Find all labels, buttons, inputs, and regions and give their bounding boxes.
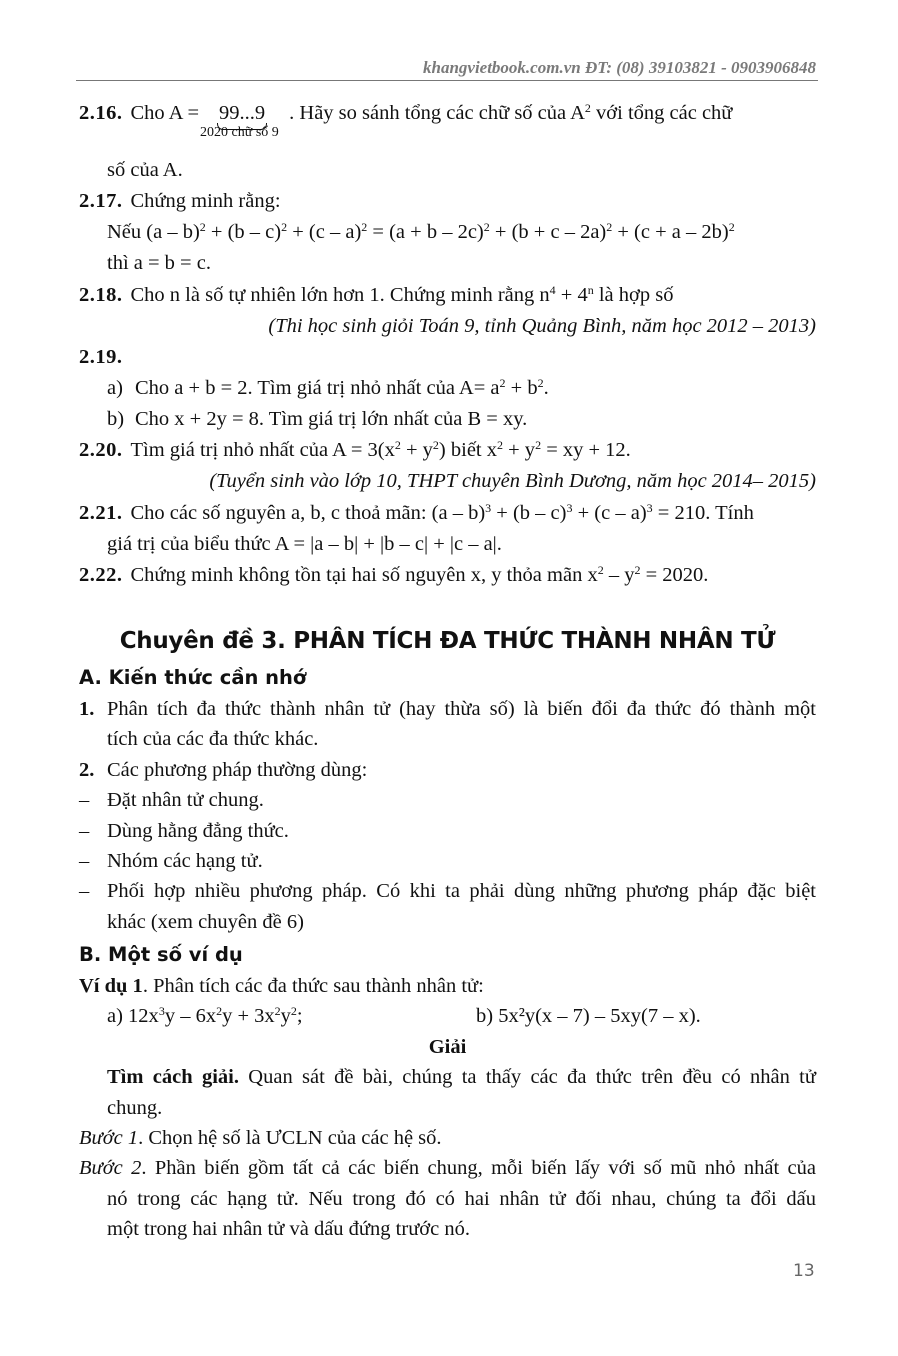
superscript: 2: [483, 220, 490, 235]
text-segment: nó trong các hạng tử. Nếu trong đó có hai nhân tử đối nhau, chúng ta đổi dấu: [107, 1187, 816, 1210]
text-line: [79, 724, 816, 754]
text-line: [79, 155, 816, 186]
text-line: [79, 529, 816, 560]
text-segment: (Thi học sinh giỏi Toán 9, tỉnh Quảng Bình, năm học 2012 – 2013): [268, 314, 816, 337]
text-line: [79, 816, 816, 846]
text-segment: Phối hợp nhiều phương pháp. Có khi ta phải dùng những phương pháp đặc biệt: [107, 880, 816, 903]
text-line: [79, 280, 816, 311]
superscript: 2: [728, 220, 735, 235]
text-segment: tích của các đa thức khác.: [107, 728, 319, 751]
text-segment: Cho a + b = 2. Tìm giá trị nhỏ nhất của A= a: [135, 376, 500, 399]
superscript: 2: [394, 438, 401, 453]
section-heading: [79, 938, 816, 971]
italic-label: Bước 2: [79, 1157, 142, 1180]
text-line: [79, 694, 816, 724]
text-segment: số của A.: [107, 159, 183, 181]
problem-number: 2.19.: [79, 345, 123, 368]
text-segment: A. Kiến thức cần nhớ: [79, 665, 307, 689]
text-line: [79, 876, 816, 906]
bold-text: Giải: [428, 1035, 467, 1058]
superscript: 2: [584, 101, 591, 115]
text-segment: + (b + c – 2a): [489, 221, 607, 244]
text-segment: = xy + 12.: [541, 439, 631, 462]
item-number: 2.: [79, 758, 95, 781]
text-segment: . Phân tích các đa thức sau thành nhân tử:: [142, 975, 484, 998]
page-header: khangvietbook.com.vn ĐT: (08) 39103821 - 0903906848: [422, 58, 816, 77]
text-segment: + (c – a): [572, 501, 647, 524]
text-segment: Dùng hằng đẳng thức.: [107, 819, 289, 842]
superscript: 2: [597, 562, 604, 577]
text-line: [79, 971, 816, 1001]
text-line: [79, 846, 816, 876]
text-segment: Các phương pháp thường dùng:: [107, 758, 368, 781]
superscript: 3: [566, 500, 573, 515]
text-segment: ;: [296, 1005, 303, 1028]
text-segment: Chuyên đề 3. PHÂN TÍCH ĐA THỨC THÀNH NHÂN TỬ: [119, 627, 776, 654]
superscript: 2: [606, 220, 613, 235]
superscript: 2: [497, 438, 503, 453]
text-line: [79, 1001, 816, 1031]
header-rule: [76, 80, 818, 81]
superscript: 2: [281, 220, 288, 235]
text-segment: Chứng minh rằng:: [130, 190, 281, 213]
text-segment: + (b – c): [491, 501, 567, 524]
text-segment: . Hãy so sánh tổng các chữ số của A: [289, 102, 585, 124]
text-line: [79, 1093, 816, 1123]
problem-number: 2.16.: [79, 102, 123, 124]
problem-number: 2.17.: [79, 190, 123, 213]
superscript: 3: [485, 500, 492, 515]
item-number: 1.: [79, 697, 95, 720]
superscript: 2: [361, 220, 368, 235]
page-number: 13: [793, 1261, 815, 1281]
text-line: [79, 404, 816, 435]
text-segment: + (c + a – 2b): [612, 221, 729, 244]
text-segment: Phân tích đa thức thành nhân tử (hay thừa số) là biến đổi đa thức đó thành một: [107, 697, 816, 720]
text-line: [79, 373, 816, 404]
text-segment: (Tuyển sinh vào lớp 10, THPT chuyên Bình Dương, năm học 2014– 2015): [209, 470, 816, 493]
bullet-dash: –: [79, 849, 90, 872]
text-segment: = 210. Tính: [652, 501, 754, 524]
item-label: b): [107, 408, 125, 431]
text-line: [79, 248, 816, 279]
superscript: 2: [432, 438, 439, 453]
text-segment: là hợp số: [593, 283, 674, 306]
text-line: [79, 435, 816, 466]
text-segment: y – 6x: [164, 1005, 217, 1028]
problem-number: 2.18.: [79, 283, 123, 306]
text-segment: + y: [400, 439, 433, 462]
text-segment: ) biết x: [438, 439, 497, 462]
text-segment: .: [543, 376, 549, 399]
text-line: [79, 217, 816, 248]
text-line: [79, 907, 816, 937]
superscript: 4: [549, 282, 556, 297]
text-segment: . Phần biến gồm tất cả các biến chung, mỗi biến lấy với số mũ nhỏ nhất của: [141, 1157, 816, 1180]
problem-number: 2.20.: [79, 439, 123, 462]
text-segment: Chứng minh không tồn tại hai số nguyên x, y thỏa mãn x: [130, 563, 598, 586]
text-segment: Tìm giá trị nhỏ nhất của A = 3(x: [130, 439, 395, 462]
problem-number: 2.22.: [79, 563, 123, 586]
problem-number: 2.21.: [79, 501, 123, 524]
superscript: 2: [216, 1004, 223, 1019]
text-line: [79, 1184, 816, 1214]
bold-text: Tìm cách giải.: [107, 1066, 239, 1089]
text-line: [79, 1123, 816, 1153]
item-label: a): [107, 376, 123, 399]
text-segment: Nhóm các hạng tử.: [107, 849, 263, 872]
text-segment: chung.: [107, 1096, 163, 1119]
text-segment: + 4: [555, 283, 588, 306]
bullet-dash: –: [79, 789, 90, 812]
underbrace-value: 99...9: [219, 102, 266, 124]
text-line: [79, 1153, 816, 1183]
text-segment: + b: [505, 376, 538, 399]
text-line: [79, 1214, 816, 1244]
superscript: 2: [535, 438, 542, 453]
text-line: [79, 98, 816, 155]
text-segment: Cho n là số tự nhiên lớn hơn 1. Chứng minh rằng n: [130, 283, 550, 306]
superscript: 2: [290, 1004, 297, 1019]
text-line: [79, 755, 816, 785]
text-segment: b) 5x²y(x – 7) – 5xy(7 – x).: [476, 1005, 701, 1028]
text-line: [79, 466, 816, 497]
bullet-dash: –: [79, 819, 90, 842]
superscript: 2: [499, 375, 506, 390]
section-heading: [79, 661, 816, 694]
text-segment: Đặt nhân tử chung.: [107, 789, 264, 812]
text-segment: B. Một số ví dụ: [79, 943, 243, 967]
text-segment: . Chọn hệ số là ƯCLN của các hệ số.: [138, 1127, 442, 1150]
text-segment: + y: [503, 439, 536, 462]
text-segment: + (b – c): [205, 221, 282, 244]
text-segment: Quan sát đề bài, chúng ta thấy các đa thức trên đều có nhân tử: [238, 1066, 816, 1089]
text-segment: khác (xem chuyên đề 6): [107, 910, 304, 933]
superscript: 2: [274, 1004, 281, 1019]
text-segment: Cho x + 2y = 8. Tìm giá trị lớn nhất của B = xy.: [135, 408, 528, 431]
text-line: [79, 1032, 816, 1062]
underbrace-expression: [200, 98, 279, 140]
bullet-dash: –: [79, 880, 90, 903]
text-line: [79, 560, 816, 591]
text-segment: y + 3x: [222, 1005, 275, 1028]
superscript: 2: [537, 375, 544, 390]
text-segment: Nếu (a – b): [107, 221, 200, 244]
text-line: [79, 311, 816, 342]
text-segment: Cho các số nguyên a, b, c thoả mãn: (a – b): [130, 501, 486, 524]
page-content: [79, 98, 816, 1245]
bold-text: Ví dụ 1: [79, 975, 143, 998]
text-segment: y: [280, 1005, 291, 1028]
text-segment: + (c – a): [287, 221, 362, 244]
text-segment: = 2020.: [640, 563, 709, 586]
chapter-title: [79, 619, 816, 663]
text-line: [79, 1062, 816, 1092]
text-line: [79, 498, 816, 529]
text-line: [79, 342, 816, 373]
text-segment: = (a + b – 2c): [367, 221, 484, 244]
superscript: 3: [646, 500, 653, 515]
text-segment: thì a = b = c.: [107, 252, 211, 275]
italic-label: Bước 1: [79, 1127, 139, 1150]
superscript: 2: [634, 562, 641, 577]
text-segment: Cho A =: [130, 102, 200, 124]
text-segment: một trong hai nhân tử và dấu đứng trước nó.: [107, 1218, 470, 1241]
text-segment: giá trị của biểu thức A = |a – b| + |b – c| + |c – a|.: [107, 532, 502, 555]
superscript: n: [587, 282, 594, 297]
text-segment: với tổng các chữ: [590, 102, 733, 124]
superscript: 2: [199, 220, 206, 235]
text-line: [79, 186, 816, 217]
text-segment: – y: [603, 563, 635, 586]
underbrace-label: 2020 chữ số 9: [200, 125, 279, 140]
superscript: 3: [158, 1004, 165, 1019]
text-segment: a) 12x: [107, 1005, 159, 1028]
text-line: [79, 785, 816, 815]
